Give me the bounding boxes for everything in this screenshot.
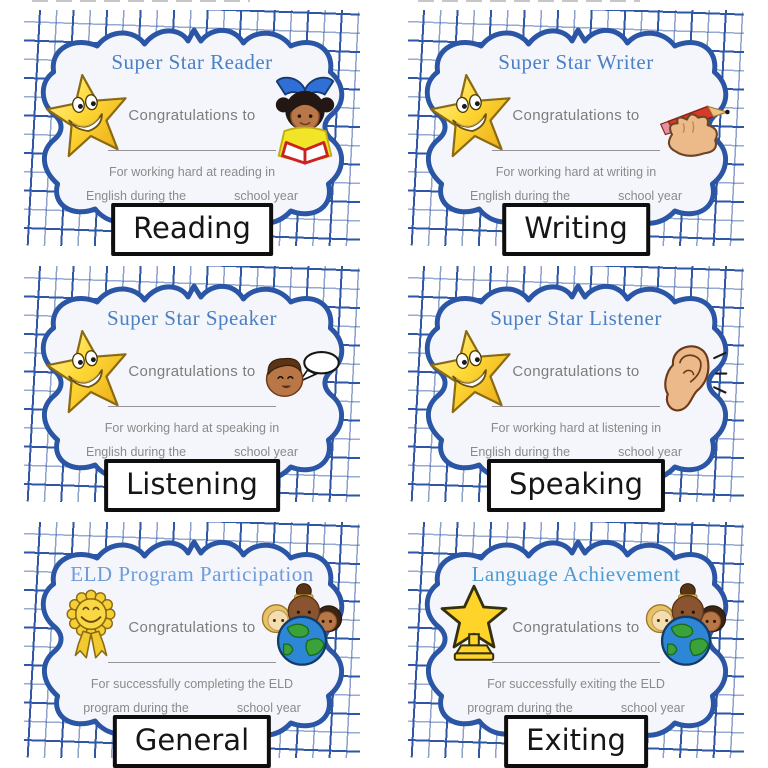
body-text-line2 — [24, 189, 360, 203]
certificate-cell — [0, 256, 384, 512]
certificate-title: Language Achievement — [471, 562, 681, 586]
speaking-boy-icon — [260, 348, 342, 402]
name-blank-line — [108, 406, 276, 407]
body-line2-right: school year — [234, 189, 298, 203]
body-line2-left: English during the — [85, 445, 187, 459]
category-label-text: Listening — [126, 467, 258, 501]
girl-reading-icon — [258, 68, 352, 168]
category-label — [104, 459, 280, 512]
certificate-title: Super Star Reader — [111, 50, 273, 74]
category-label — [502, 203, 650, 256]
body-line2-left: English during the — [469, 189, 571, 203]
certificate-title: Super Star Writer — [498, 50, 654, 74]
category-label — [111, 203, 273, 256]
writing-hand-icon — [640, 94, 734, 162]
certificate-cell — [0, 512, 384, 768]
name-blank-line — [108, 150, 276, 151]
category-label-text: Exiting — [526, 723, 626, 757]
congratulations-text: Congratulations to — [512, 619, 640, 636]
body-text-line1: For working hard at listening in — [490, 421, 662, 435]
body-text-line2 — [408, 701, 744, 715]
congratulations-text: Congratulations to — [128, 363, 256, 380]
category-label-text: General — [134, 723, 250, 757]
body-text-line1: For working hard at speaking in — [104, 421, 280, 435]
certificate-title: Super Star Speaker — [107, 306, 277, 330]
certificate-title: Super Star Listener — [490, 306, 662, 330]
category-label — [504, 715, 648, 768]
cropped-label-edge-artifact — [418, 0, 640, 2]
certificate-cell — [384, 0, 768, 256]
category-label — [487, 459, 665, 512]
certificate-cell — [384, 256, 768, 512]
congratulations-text: Congratulations to — [128, 107, 256, 124]
ear-icon — [642, 330, 728, 424]
name-blank-line — [108, 662, 276, 663]
congratulations-text: Congratulations to — [128, 619, 256, 636]
name-blank-line — [492, 406, 660, 407]
body-text-line1: For successfully completing the ELD — [90, 677, 294, 691]
body-line2-left: program during the — [467, 701, 573, 715]
certificate-cell — [384, 512, 768, 768]
category-label-text: Reading — [133, 211, 251, 245]
body-line2-right: school year — [618, 445, 682, 459]
body-text-line1: For working hard at writing in — [495, 165, 657, 179]
body-text-line2 — [24, 701, 360, 715]
name-blank-line — [492, 150, 660, 151]
children-globe-icon — [256, 578, 348, 674]
body-line2-left: program during the — [83, 701, 189, 715]
congratulations-text: Congratulations to — [512, 363, 640, 380]
body-line2-left: English during the — [469, 445, 571, 459]
body-text-line2 — [408, 189, 744, 203]
category-label-text: Speaking — [508, 467, 644, 501]
body-line2-left: English during the — [85, 189, 187, 203]
body-text-line1: For successfully exiting the ELD — [487, 677, 665, 691]
body-text-line1: For working hard at reading in — [108, 165, 276, 179]
category-label — [113, 715, 271, 768]
body-text-line2 — [408, 445, 744, 459]
congratulations-text: Congratulations to — [512, 107, 640, 124]
body-line2-right: school year — [236, 701, 301, 715]
certificate-cell — [0, 0, 384, 256]
body-line2-right: school year — [234, 445, 298, 459]
name-blank-line — [492, 662, 660, 663]
body-text-line2 — [24, 445, 360, 459]
category-label-text: Writing — [524, 211, 628, 245]
body-line2-right: school year — [618, 189, 682, 203]
certificate-title: ELD Program Participation — [70, 562, 314, 586]
cropped-label-edge-artifact — [32, 0, 250, 2]
body-line2-right: school year — [620, 701, 685, 715]
children-globe-icon — [640, 578, 732, 674]
